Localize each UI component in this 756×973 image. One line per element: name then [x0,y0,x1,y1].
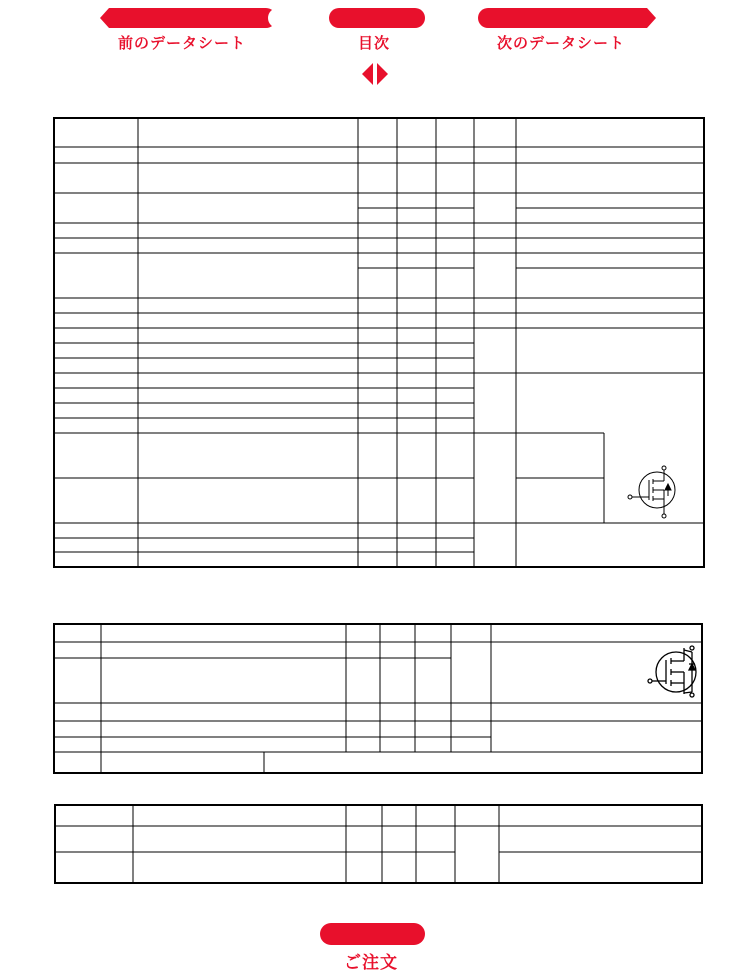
toc-label[interactable]: 目次 [358,34,391,52]
table-2 [54,624,702,773]
order-label[interactable]: ご注文 [344,953,398,973]
prev-datasheet-label[interactable]: 前のデータシート [118,34,247,52]
mosfet-symbol-icon [628,466,675,518]
order-button[interactable] [320,923,425,945]
next-datasheet-label[interactable]: 次のデータシート [497,34,626,52]
mosfet-diode-symbol-icon [648,646,696,697]
table-3 [55,805,702,883]
table-1 [54,118,704,567]
